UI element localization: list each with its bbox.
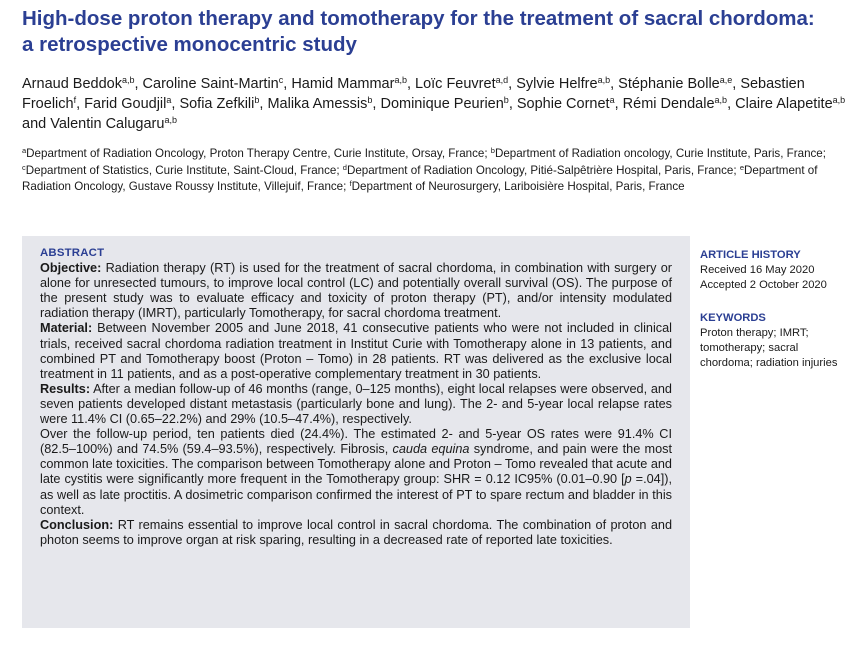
author-name[interactable]: Sophie Cornet	[516, 96, 610, 112]
p-value-symbol: p	[624, 472, 632, 487]
author-name[interactable]: Loïc Feuvret	[415, 76, 496, 92]
keywords	[700, 311, 850, 371]
material-text: Between November 2005 and June 2018, 41 consecutive patients who were not included in clinical trials, received sacral chordoma radiation treatment in Institut Curie with Tomotherapy alone in 13 patients, and combined PT and Tomotherapy boost (Proton – Tomo) in 28 patients. RT was delivered as the exclusive local treatment in 11 patients, and as a post-operative complementary treatment in 30 patients.	[40, 321, 672, 381]
author-name[interactable]: Caroline Saint-Martin	[142, 76, 279, 92]
author-affiliation-marker: b	[503, 95, 509, 105]
keywords-heading: KEYWORDS	[700, 312, 766, 324]
conclusion-text: RT remains essential to improve local control in sacral chordoma. The combination of proton and photon seems to improve organ at risk sparing, resulting in a decreased rate of reported late toxicities.	[40, 517, 672, 547]
results-text-part: Over the follow-up period, ten patients died (24.4%). The estimated 2- and 5-year OS rates were 91.4% CI (82.5–100%) and 74.5% (59.4–93.5%), respectively. Fibrosis,	[40, 427, 672, 457]
author-separator: ,	[727, 96, 736, 112]
author-list	[22, 74, 852, 134]
affiliations	[22, 146, 852, 196]
author-affiliation-marker: f	[73, 95, 77, 105]
author-affiliation-marker: a	[609, 95, 615, 105]
results-text: After a median follow-up of 46 months (range, 0–125 months), eight local relapses were observed, and seven patients developed distant metastasis (particularly bone and lung). The 2- and 5-year local relapse rates were 11.4% CI (0.65–22.2%) and 29% (10.5–47.4%), respectively.	[40, 381, 672, 427]
author-separator: ,	[372, 96, 381, 112]
article-history	[700, 248, 850, 293]
author-separator: ,	[76, 96, 85, 112]
author-affiliation-marker: a,b	[121, 75, 135, 85]
results-text-part: =.04]), as well as late proctitis. A dosimetric comparison confirmed the interest of PT to spare rectum and bladder in this context.	[40, 472, 672, 517]
affiliation-text: Department of Radiation Oncology, Pitié-Salpêtrière Hospital, Paris, France;	[346, 163, 740, 177]
abstract-results	[40, 382, 672, 427]
author-name[interactable]: Malika Amessis	[267, 96, 368, 112]
author-separator: ,	[283, 76, 292, 92]
abstract-material	[40, 321, 672, 381]
author-name[interactable]: Rémi Dendale	[622, 96, 715, 112]
author-separator: and	[22, 116, 51, 132]
received-date: Received 16 May 2020	[700, 264, 815, 276]
author-separator: ,	[134, 76, 143, 92]
affiliation-marker: e	[739, 162, 744, 172]
author-separator: ,	[259, 96, 268, 112]
abstract-objective	[40, 261, 672, 321]
abstract-results-continued	[40, 427, 672, 518]
conclusion-label: Conclusion:	[40, 517, 114, 532]
author-separator: ,	[406, 76, 416, 92]
author-separator: ,	[508, 76, 517, 92]
affiliation-marker: b	[490, 146, 495, 155]
affiliation-text: Department of Radiation Oncology, Gustave Roussy Institute, Villejuif, France;	[22, 163, 818, 193]
author-name[interactable]: Arnaud Beddok	[22, 76, 122, 92]
article-sidebar	[700, 248, 850, 389]
results-text-part: syndrome, and pain were the most common late toxicities. The comparison between Tomotherapy alone and Proton – Tomo revealed that acute and late cystitis were significantly more frequent in the Tomotherapy group: SHR = 0.12 IC95% (0.01–0.90 [	[40, 442, 672, 487]
author-separator: ,	[171, 96, 180, 112]
abstract-conclusion	[40, 518, 672, 548]
keywords-text: Proton therapy; IMRT; tomotherapy; sacral chordoma; radiation injuries	[700, 327, 838, 369]
author-name[interactable]: Dominique Peurien	[380, 96, 504, 112]
author-affiliation-marker: a,b	[832, 95, 846, 105]
objective-label: Objective:	[40, 261, 102, 276]
affiliation-marker: d	[342, 162, 347, 172]
affiliation-marker: c	[22, 162, 26, 172]
affiliation-text: Department of Statistics, Curie Institute, Saint-Cloud, France;	[25, 163, 343, 177]
author-separator: ,	[508, 96, 517, 112]
author-affiliation-marker: b	[254, 95, 260, 105]
author-separator: ,	[732, 76, 741, 92]
article-title: High-dose proton therapy and tomotherapy for the treatment of sacral chordoma: a retrospective monocentric study	[22, 7, 815, 56]
affiliation-text: Department of Neurosurgery, Lariboisière Hospital, Paris, France	[351, 180, 685, 193]
affiliation-marker: a	[22, 146, 27, 155]
author-name[interactable]: Farid Goudjil	[84, 96, 167, 112]
author-name[interactable]: Claire Alapetite	[735, 96, 833, 112]
author-name[interactable]: Sebastien Froelich	[22, 76, 805, 112]
affiliation-text: Department of Radiation Oncology, Proton Therapy Centre, Curie Institute, Orsay, France;	[26, 147, 491, 160]
material-label: Material:	[40, 321, 93, 336]
author-affiliation-marker: a,b	[714, 95, 728, 105]
author-separator: ,	[614, 96, 623, 112]
author-affiliation-marker: a,b	[394, 75, 407, 85]
author-affiliation-marker: a,b	[164, 115, 177, 125]
author-name[interactable]: Sylvie Helfre	[516, 76, 598, 92]
abstract-heading: ABSTRACT	[40, 247, 105, 259]
author-affiliation-marker: a,d	[495, 75, 509, 85]
objective-text: Radiation therapy (RT) is used for the treatment of sacral chordoma, in combination with surgery or alone for unresected tumours, to improve local control (LC) and potentially overall survival (OS). The purpose of the present study was to evaluate efficacy and toxicity of proton therapy (PT), and/or intensity modulated radiation therapy (IMRT), particularly Tomotherapy, for sacral chordoma treatment.	[40, 261, 672, 321]
author-affiliation-marker: b	[367, 95, 373, 105]
abstract-box	[22, 236, 690, 628]
author-name[interactable]: Hamid Mammar	[291, 76, 395, 92]
results-label: Results:	[40, 381, 91, 396]
author-affiliation-marker: a,e	[719, 75, 733, 85]
results-italic-term: cauda equina	[392, 442, 470, 457]
author-name[interactable]: Stéphanie Bolle	[618, 76, 720, 92]
author-affiliation-marker: a	[166, 95, 172, 105]
author-name[interactable]: Sofia Zefkili	[179, 96, 255, 112]
author-separator: ,	[610, 76, 619, 92]
affiliation-text: Department of Radiation oncology, Curie Institute, Paris, France;	[494, 147, 826, 160]
author-name[interactable]: Valentin Calugaru	[50, 116, 165, 132]
accepted-date: Accepted 2 October 2020	[700, 279, 827, 291]
author-affiliation-marker: a,b	[597, 75, 611, 85]
article-history-heading: ARTICLE HISTORY	[700, 249, 801, 261]
affiliation-marker: f	[349, 179, 352, 188]
author-affiliation-marker: c	[278, 75, 284, 85]
